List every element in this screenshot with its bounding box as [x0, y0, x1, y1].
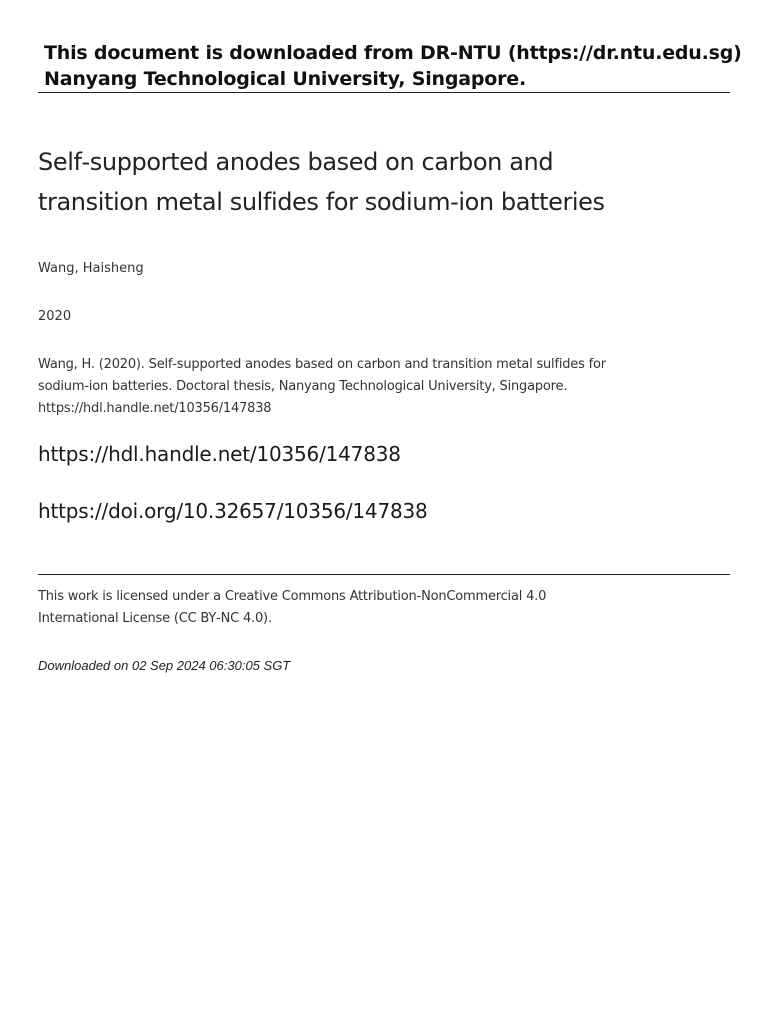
citation-line-1: Wang, H. (2020). Self‑supported anodes based on carbon and transition metal sulfides for	[38, 357, 606, 372]
license-line-1: This work is licensed under a Creative Commons Attribution‑NonCommercial 4.0	[38, 589, 547, 604]
handle-link[interactable]: https://hdl.handle.net/10356/147838	[38, 442, 401, 466]
document-title-line-2: transition metal sulfides for sodium‑ion batteries	[38, 188, 605, 216]
download-timestamp: Downloaded on 02 Sep 2024 06:30:05 SGT	[38, 658, 291, 673]
document-title-line-1: Self‑supported anodes based on carbon and	[38, 148, 554, 176]
citation-line-2: sodium‑ion batteries. Doctoral thesis, Nanyang Technological University, Singapore.	[38, 379, 568, 394]
document-title	[38, 142, 698, 222]
header-divider	[38, 92, 730, 93]
citation-block	[38, 354, 658, 420]
license-statement	[38, 586, 658, 630]
repository-header	[44, 40, 742, 92]
license-line-2: International License (CC BY‑NC 4.0).	[38, 611, 272, 626]
citation-line-3: https://hdl.handle.net/10356/147838	[38, 401, 272, 416]
license-divider	[38, 574, 730, 575]
publication-year: 2020	[38, 309, 72, 324]
repository-header-line-2: Nanyang Technological University, Singapore.	[44, 68, 527, 90]
author-name: Wang, Haisheng	[38, 261, 144, 276]
repository-header-line-1: This document is downloaded from DR‑NTU (https://dr.ntu.edu.sg)	[44, 42, 742, 64]
doi-link[interactable]: https://doi.org/10.32657/10356/147838	[38, 499, 428, 523]
